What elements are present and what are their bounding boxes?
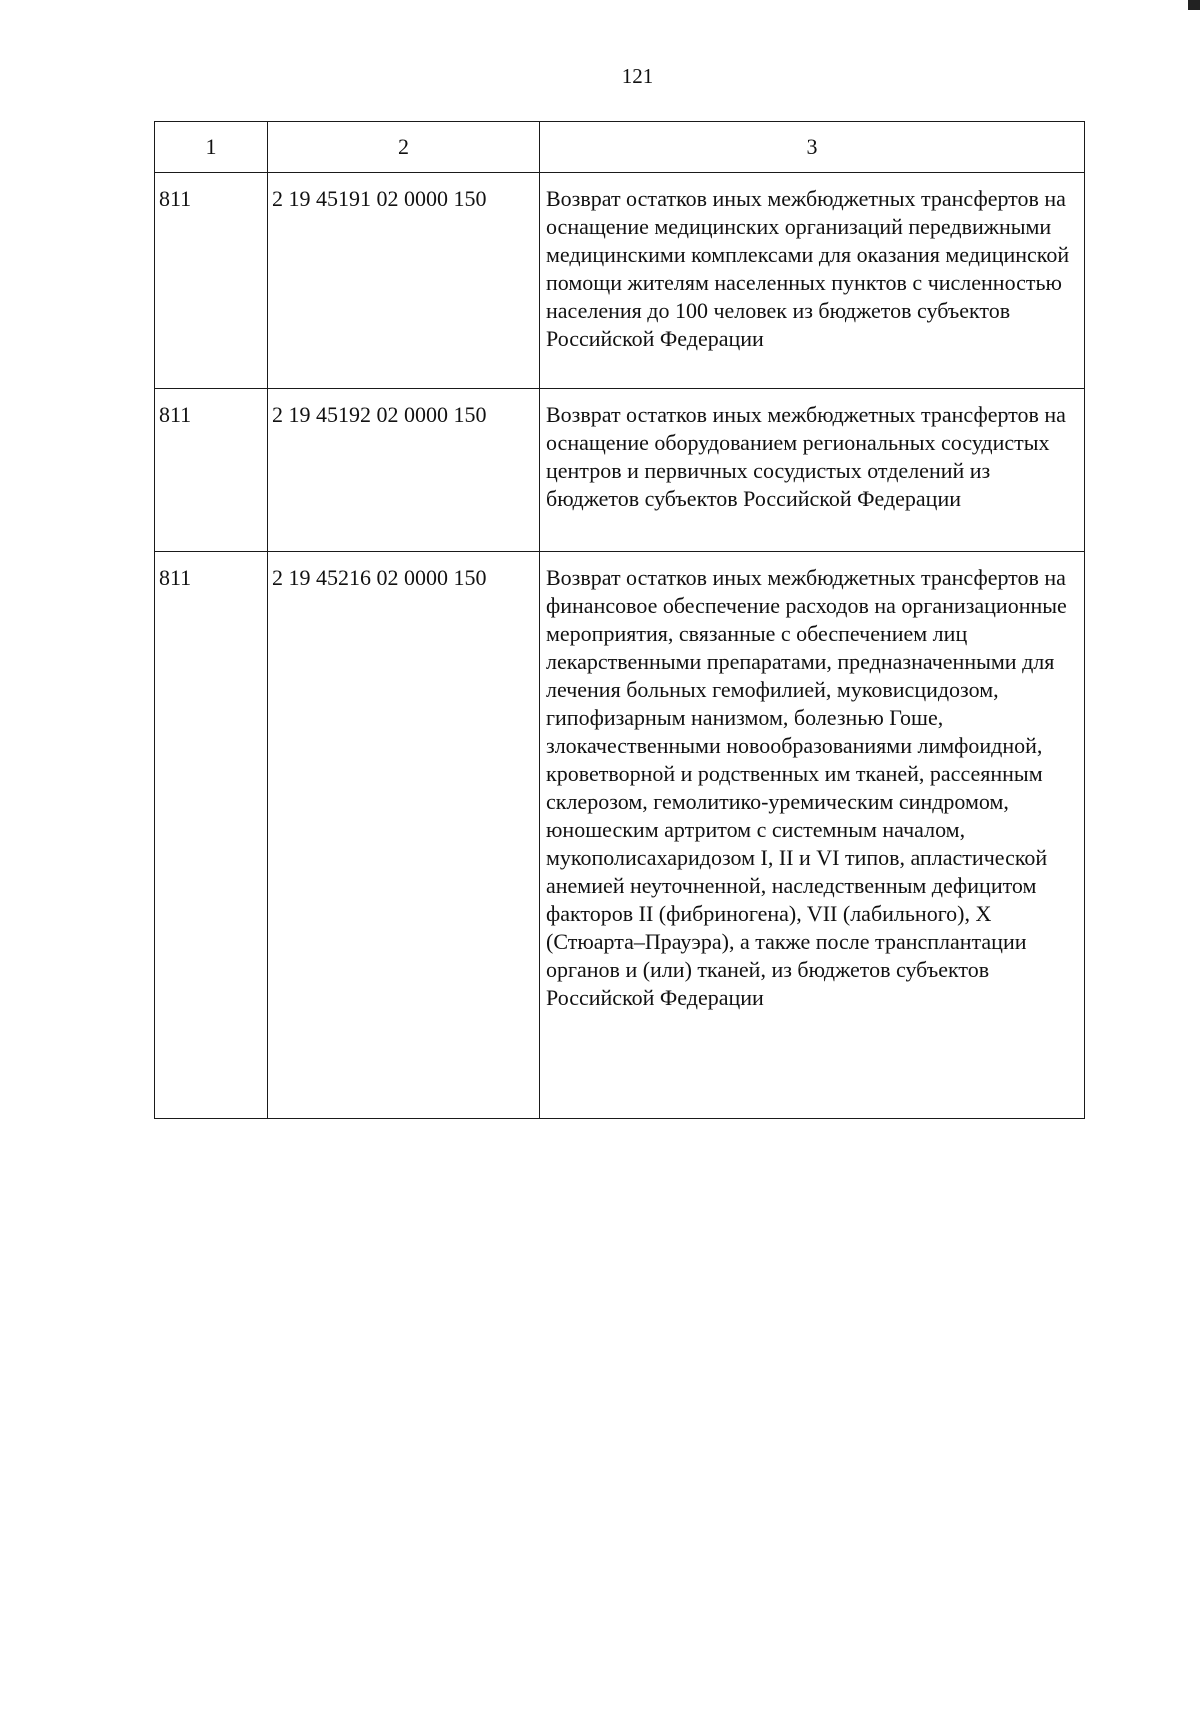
description-cell: Возврат остатков иных межбюджетных трансфертов на оснащение оборудованием региональных сосудистых центров и первичных сосудистых отделений из бюджетов субъектов Российской Федерации [540, 389, 1085, 552]
admin-code-cell: 811 [155, 389, 268, 552]
header-column-3: 3 [540, 122, 1085, 173]
header-column-1: 1 [155, 122, 268, 173]
admin-code-cell: 811 [155, 552, 268, 1119]
budget-code-table [154, 121, 1085, 1119]
page-number: 121 [621, 64, 654, 88]
revenue-code-cell: 2 19 45191 02 0000 150 [268, 173, 540, 389]
description-cell: Возврат остатков иных межбюджетных трансфертов на оснащение медицинских организаций передвижными медицинскими комплексами для оказания медицинской помощи жителям населенных пунктов с численностью населения до 100 человек из бюджетов субъектов Российской Федерации [540, 173, 1085, 389]
admin-code-cell: 811 [155, 173, 268, 389]
table-row [155, 389, 1085, 552]
scan-corner-mark [1188, 0, 1200, 10]
description-cell: Возврат остатков иных межбюджетных трансфертов на финансовое обеспечение расходов на организационные мероприятия, связанные с обеспечением лиц лекарственными препаратами, предназначенными для лечения больных гемофилией, муковисцидозом, гипофизарным нанизмом, болезнью Гоше, злокачественными новообразованиями лимфоидной, кроветворной и родственных им тканей, рассеянным склерозом, гемолитико-уремическим синдромом, юношеским артритом с системным началом, мукополисахаридозом I, II и VI типов, апластической анемией неуточненной, наследственным дефицитом факторов II (фибриногена), VII (лабильного), X (Стюарта–Прауэра), а также после трансплантации органов и (или) тканей, из бюджетов субъектов Российской Федерации [540, 552, 1085, 1119]
table-header-row [155, 122, 1085, 173]
table-row [155, 173, 1085, 389]
table-row [155, 552, 1085, 1119]
revenue-code-cell: 2 19 45192 02 0000 150 [268, 389, 540, 552]
header-column-2: 2 [268, 122, 540, 173]
revenue-code-cell: 2 19 45216 02 0000 150 [268, 552, 540, 1119]
